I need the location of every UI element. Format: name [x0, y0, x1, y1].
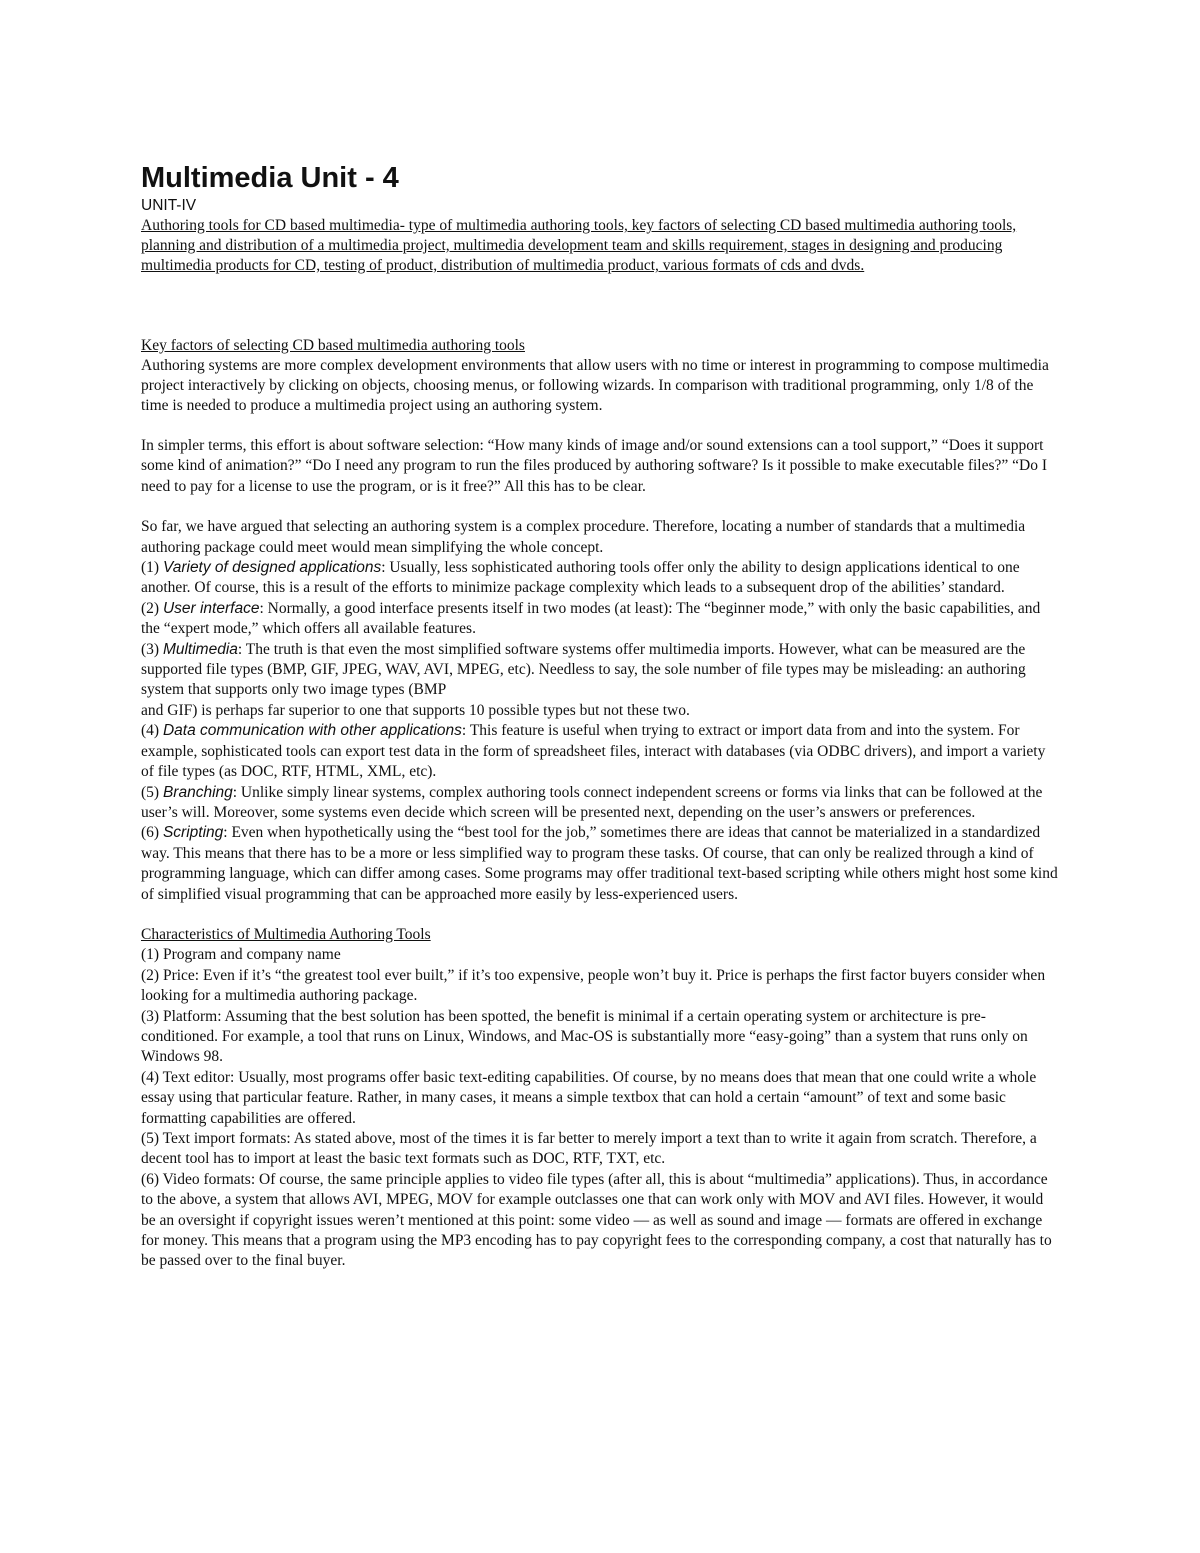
factor-item-continuation: and GIF) is perhaps far superior to one that supports 10 possible types but not these two. [141, 701, 690, 719]
standards-paragraph: So far, we have argued that selecting an authoring system is a complex procedure. Therefore, locating a number of standards that a multimedia authoring package could meet would mean simplifying the whole concept. [141, 518, 1026, 556]
document-title: Multimedia Unit - 4 [141, 162, 399, 194]
characteristic-item: (1) Program and company name [141, 946, 341, 964]
spacer [141, 276, 1061, 336]
factor-item: (3) Multimedia: The truth is that even the most simplified software systems offer multimedia imports. However, what can be measured are the supported file types (BMP, GIF, JPEG, WAV, AVI, MPEG, etc). Needless to say, the sole number of file types may be misleading: an authoring system that supports only two image types (BMP [141, 640, 1026, 699]
factor-term: Variety of designed applications [162, 559, 382, 577]
key-factors-heading: Key factors of selecting CD based multimedia authoring tools [141, 337, 525, 354]
characteristic-item: (5) Text import formats: As stated above, most of the times it is far better to merely import a text than to write it again from scratch. Therefore, a decent tool has to import at least the basic text formats such as DOC, RTF, TXT, etc. [141, 1130, 1037, 1168]
factor-term: Multimedia [162, 640, 238, 658]
factor-term: User interface [162, 599, 260, 617]
document-page [141, 160, 1061, 1272]
spacer [141, 905, 1061, 925]
factor-item: (4) Data communication with other applications: This feature is useful when trying to extract or import data from and into the system. For example, sophisticated tools can export test data in the form of spreadsheet files, interact with databases (via ODBC drivers), and import a variety of file types (as DOC, RTF, HTML, XML, etc). [141, 722, 1046, 781]
software-selection-paragraph: In simpler terms, this effort is about software selection: “How many kinds of image and/or sound extensions can a tool support,” “Does it support some kind of animation?” “Do I need any program to run the files produced by authoring software? Is it possible to make executable files?” “Do I need to pay for a license to use the program, or is it free?” All this has to be clear. [141, 437, 1048, 495]
factor-item: (5) Branching: Unlike simply linear systems, complex authoring tools connect independent screens or forms via links that can be followed at the user’s will. Moreover, some systems even decide which screen will be presented next, depending on the user’s answers or preferences. [141, 783, 1043, 821]
factor-item: (2) User interface: Normally, a good interface presents itself in two modes (at least): The “beginner mode,” with only the basic capabilities, and the “expert mode,” which offers all available features. [141, 599, 1041, 638]
characteristic-item: (6) Video formats: Of course, the same principle applies to video file types (after all, this is about “multimedia” applications). Thus, in accordance to the above, a system that allows AVI, MPEG, MOV for example outclasses one that can work only with MOV and AVI files. However, it would be an oversight if copyright issues weren’t mentioned at this point: some video — as well as sound and image — formats are offered in exchange for money. This means that a program using the MP3 encoding has to pay copyright fees to the corresponding company, a cost that naturally has to be passed over to the final buyer. [141, 1170, 1052, 1270]
factor-term: Scripting [162, 824, 224, 842]
factor-item: (1) Variety of designed applications: Usually, less sophisticated authoring tools offer only the ability to design applications identical to one another. Of course, this is a result of the efforts to minimize package complexity which leads to a subsequent drop of the abilities’ standard. [141, 559, 1020, 597]
factor-item: (6) Scripting: Even when hypothetically using the “best tool for the job,” sometimes there are ideas that cannot be materialized in a standardized way. This means that there has to be a more or less simplified way to program these tasks. Of course, that can only be realized through a kind of programming language, which can differ among cases. Some programs may offer traditional text-based scripting while others might host some kind of simplified visual programming that can be approached more easily by less-experienced users. [141, 824, 1058, 903]
spacer [141, 497, 1061, 517]
spacer [141, 416, 1061, 436]
characteristic-item: (3) Platform: Assuming that the best solution has been spotted, the benefit is minimal if a certain operating system or architecture is pre-conditioned. For example, a tool that runs on Linux, Windows, and Mac-OS is substantially more “easy-going” than a system that runs only on Windows 98. [141, 1007, 1028, 1066]
key-factors-intro: Authoring systems are more complex development environments that allow users with no time or interest in programming to compose multimedia project interactively by clicking on objects, choosing menus, or following wizards. In comparison with traditional programming, only 1/8 of the time is needed to produce a multimedia project using an authoring system. [141, 357, 1049, 414]
characteristics-heading: Characteristics of Multimedia Authoring Tools [141, 925, 431, 943]
characteristic-item: (2) Price: Even if it’s “the greatest tool ever built,” if it’s too expensive, people won’t buy it. Price is perhaps the first factor buyers consider when looking for a multimedia authoring package. [141, 966, 1046, 1005]
characteristic-item: (4) Text editor: Usually, most programs offer basic text-editing capabilities. Of course, by no means does that mean that one could write a whole essay using that particular feature. Rather, in many cases, it means a simple textbox that can hold a certain “amount” of text and some basic formatting capabilities are offered. [141, 1068, 1037, 1127]
factor-term: Branching [162, 783, 233, 801]
factor-term: Data communication with other applications [162, 722, 462, 740]
unit-label: UNIT-IV [141, 197, 197, 214]
syllabus-text: Authoring tools for CD based multimedia- type of multimedia authoring tools, key factors of selecting CD based multimedia authoring tools, planning and distribution of a multimedia project, multimedia development team and skills requirement, stages in designing and producing multimedia products for CD, testing of product, distribution of multimedia product, various formats of cds and dvds. [141, 217, 1017, 274]
